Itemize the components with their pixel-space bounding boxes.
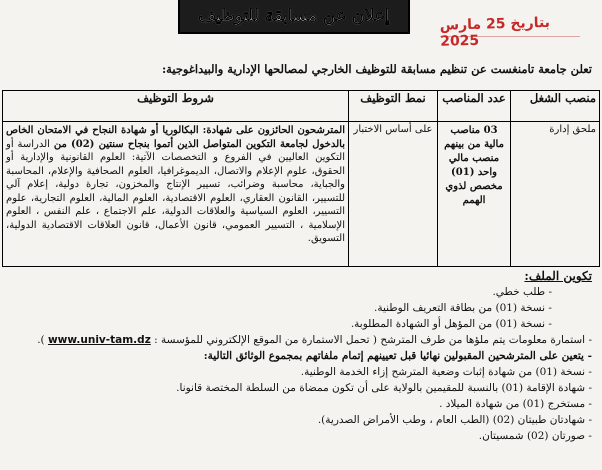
file-item-2: - نسخة (01) من بطاقة التعريف الوطنية.: [374, 302, 552, 314]
final-doc-5: - صورتان (02) شمسيتان.: [478, 430, 592, 442]
final-docs-note: - يتعين على المترشحين المقبولين نهائيا قبل تعيينهم إتمام ملفاتهم بمجموع الوثائق التالية:: [203, 350, 592, 362]
cell-conditions: [3, 122, 349, 267]
date-stamp: [439, 12, 580, 50]
header-conditions: شروط التوظيف: [3, 91, 349, 122]
banner-title: إعلان عن مسابقة للتوظيف: [198, 6, 390, 26]
jobs-table: [2, 90, 600, 267]
file-section: [32, 268, 592, 444]
website-link[interactable]: www.univ-tam.dz: [47, 334, 151, 346]
cell-mode: على أساس الاختبار: [349, 122, 438, 267]
file-title: تكوين الملف:: [524, 269, 592, 283]
header-count: عدد المناصب: [438, 91, 511, 122]
conditions-text: الدراسة أو التكوين العاليين في الفروع و التخصصات الآتية: العلوم القانونية والإدارية أو الحقوق، علوم الإعلام والاتصال، الديموغرافيا، العلوم الصحافية والإعلام، المحاسبة والجباية، محاسبة وضرائب، تسيير الإنتاج والمخزون، تجارة دولية، إعلام آلي للتسيير، القانون العقاري، العلوم الاقتصادية، العلوم المالية، العلوم التجارية، علوم التسيير، العلوم السياسية والعلاقات الدولية، علم الاجتماع ، علم النفس ، العلوم الإسلامية ، التسيير العمومي، قانون الأعمال، قانون العلاقات الاقتصادية الدولية، التسويق.: [6, 138, 345, 244]
conditions-bold: المترشحون الحائزون على شهادة: البكالوريا أو شهادة النجاح في الامتحان الخاص بالدخول لجامعة التكوين المتواصل الذين أتموا بنجاح سنتين (02) من: [6, 125, 345, 150]
intro-text: تعلن جامعة تامنغست عن تنظيم مسابقة للتوظيف الخارجي لمصالحها الإدارية والبيداغوجية:: [161, 62, 592, 76]
post-name: ملحق إدارة: [549, 124, 596, 135]
file-item-4: [32, 332, 592, 348]
final-doc-2: - شهادة الإقامة (01) بالنسبة للمقيمين بالولاية على أن تكون ممضاة من السلطة المختصة قانونا.: [176, 382, 592, 394]
header-post: منصب الشغل: [511, 91, 600, 122]
stamp-text: بتاريخ 25 مارس 2025: [439, 14, 551, 50]
final-doc-1: - نسخة (01) من شهادة إثبات وضعية المترشح إزاء الخدمة الوطنية.: [300, 366, 592, 378]
cell-count: 03 مناصب مالية من بينهم منصب مالي واحد (01) مخصص لذوي الهمم: [438, 122, 511, 267]
final-doc-4: - شهادتان طبيتان (02) (الطب العام ، وطب الأمراض الصدرية).: [317, 414, 592, 426]
header-banner: [178, 0, 410, 34]
table-row: [3, 122, 600, 267]
table-header-row: [3, 91, 600, 122]
cell-post: [511, 122, 600, 267]
final-doc-3: - مستخرج (01) من شهادة الميلاد .: [439, 398, 592, 410]
file-item-3: - نسخة (01) من المؤهل أو الشهادة المطلوبة.: [350, 318, 552, 330]
form-text-tail: ).: [37, 334, 45, 346]
file-item-1: - طلب خطي.: [492, 286, 552, 298]
header-mode: نمط التوظيف: [349, 91, 438, 122]
form-text: - استمارة معلومات يتم ملؤها من طرف المترشح ( تحمل الاستمارة من الموقع الإلكتروني للمؤسسة :: [154, 334, 592, 346]
